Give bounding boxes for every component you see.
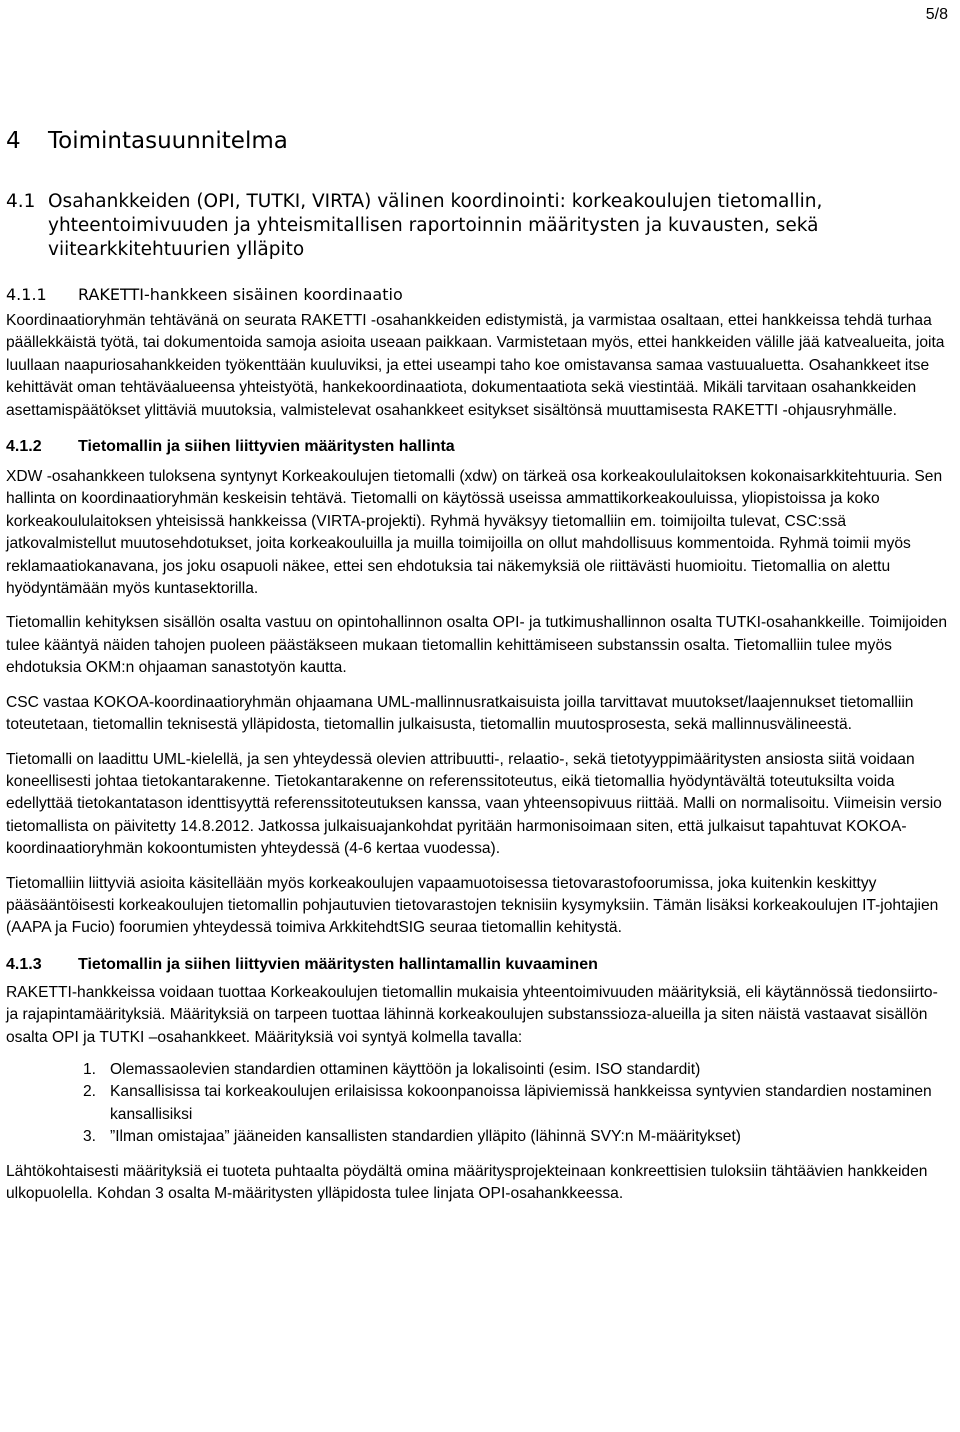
paragraph: Tietomalli on laadittu UML-kielellä, ja sen yhteydessä olevien attribuutti-, relaatio-, sekä tietotyyppimääritysten ansiosta siitä voidaan koneellisesti johtaa tietokantarakenne. Tietokantarakenne on referenssitoteutus, eikä tietomallia hyödyntävältä toteutuksilta voida edellyttää tietokantatason identtisyyttä referenssitoteutuksen kanssa, vaan yhteensopivuus riittää. Malli on normalisoitu. Viimeisin versio tietomallista on päivitetty 14.8.2012. Jatkossa julkaisuajankohdat pyritään harmonisoimaan siten, että julkaisut tapahtuvat KOKOA-koordinaatioryhmän kokoontumisten yhteydessä (4-6 kertaa vuodessa). — [6, 750, 942, 858]
paragraph: XDW -osahankkeen tuloksena syntynyt Korkeakoulujen tietomalli (xdw) on tärkeä osa korkeakoululaitoksen kokonaisarkkitehtuuria. Sen hallinta on koordinaatioryhmän keskeisin tehtävä. Tietomalli on käytössä useissa ammattikorkeakouluissa, yliopistoissa ja koko korkeakoululaitoksen yhteisissä hankkeissa (VIRTA-projekti). Ryhmä hyväksyy tietomalliin em. toimijoilta tulevat, CSC:ssä jatkovalmistellut muutosehdotukset, joita korkeakouluilla ja muilla toimijoilla on ollut mahdollisuus kommentoida. Ryhmä toimii myös reklamaatiokanavana, jos joku osapuoli näkee, ettei sen ehdotuksia tai näkemyksiä ole riittävästi huomioitu. Tietomallia on alettu hyödyntämään myös kuntasektorilla. — [6, 468, 943, 598]
heading-4-1-1-title: RAKETTI-hankkeen sisäinen koordinaatio — [78, 285, 403, 304]
list-item-text: Kansallisissa tai korkeakoulujen erilaisissa kokoonpanoissa läpiviemissä hankkeissa syntyvien standardien nostaminen kansallisiksi — [110, 1083, 932, 1123]
paragraph: Tietomallin kehityksen sisällön osalta vastuu on opintohallinnon osalta OPI- ja tutkimushallinnon osalta TUTKI-osahankkeille. Toimijoiden tulee kääntyä näiden tahojen puoleen päästäkseen mukaan tietomallin kehittämiseen substanssin osalta. Tietomalliin tulee myös ehdotuksia OKM:n ohjaaman sanastotyön kautta. — [6, 614, 948, 677]
paragraph: Lähtökohtaisesti määrityksiä ei tuoteta puhtaalta pöydältä omina määritysprojekteinaan konkreettisien tuloksiin tähtäävien hankkeiden ulkopuolella. Kohdan 3 osalta M-määritysten ylläpidosta tulee linjata OPI-osahankkeessa. — [6, 1162, 928, 1202]
heading-4-1-3-number: 4.1.3 — [6, 955, 42, 973]
heading-1 — [6, 126, 950, 156]
heading-2-title: Osahankkeiden (OPI, TUTKI, VIRTA) välinen koordinointi: korkeakoulujen tietomallin, yhteentoimivuuden ja yhteismitallisen raportoinnin määritysten ja kuvausten, sekä viitearkkitehtuurien ylläpito — [48, 191, 823, 260]
list-item — [6, 1081, 950, 1126]
list-item-text: ”Ilman omistajaa” jääneiden kansallisten standardien ylläpito (lähinnä SVY:n M-määritykset) — [110, 1128, 741, 1146]
heading-2-number: 4.1 — [6, 191, 36, 212]
heading-4-1-3 — [6, 954, 950, 976]
page-number: 5/8 — [925, 6, 948, 23]
heading-4-1-2-title: Tietomallin ja siihen liittyvien määritysten hallinta — [78, 438, 455, 456]
heading-4-1-3-title: Tietomallin ja siihen liittyvien määritysten hallintamallin kuvaaminen — [78, 955, 598, 973]
heading-4-1-2-number: 4.1.2 — [6, 438, 42, 456]
list-item-text: Olemassaolevien standardien ottaminen käyttöön ja lokalisointi (esim. ISO standardit) — [110, 1060, 701, 1078]
list-item-number: 3. — [82, 1128, 96, 1146]
numbered-list — [6, 1059, 950, 1149]
list-item — [6, 1126, 950, 1148]
heading-4-1-1 — [6, 284, 950, 306]
heading-1-title: Toimintasuunnitelma — [48, 128, 288, 154]
paragraph: RAKETTI-hankkeissa voidaan tuottaa Korkeakoulujen tietomallin mukaisia yhteentoimivuuden määrityksiä, eli käytännössä tiedonsiirto- ja rajapintamäärityksiä. Määrityksiä on tarpeen tuottaa lähinnä korkeakoulujen substanssioza-alueilla ja siten näistä vastaavat sisällön osalta OPI ja TUTKI –osahankkeet. Määrityksiä voi syntyä kolmella tavalla: — [6, 983, 938, 1046]
list-item-number: 1. — [82, 1060, 96, 1078]
paragraph: Koordinaatioryhmän tehtävänä on seurata RAKETTI -osahankkeiden edistymistä, ja varmistaa osaltaan, ettei hankkeissa tehdä turhaa päällekkäistä työtä, tai dokumentoida samoja asioita useaan paikkaan. Varmistetaan myös, ettei hankkeiden välille jää katvealueita, joita luullaan naapuriosahankkeiden työkenttään kuuluviksi, ja ettei useampi taho koe omistavansa samaa vastuualuetta. Osahankkeet itse kehittävät oman tehtäväalueensa yhteistyötä, hankekoordinaatiota, dokumentaatiota sekä viestintää. Mikäli tarvitaan osahankkeiden asettamispäätökset ylittäviä muutoksia, valmistelevat osahankkeet esitykset sisältönsä muuttamisesta RAKETTI -ohjausryhmälle. — [6, 312, 945, 419]
heading-1-number: 4 — [6, 128, 21, 154]
heading-2 — [6, 190, 950, 262]
heading-4-1-2 — [6, 436, 950, 458]
document-body — [6, 126, 950, 1217]
list-item — [6, 1059, 950, 1081]
paragraph: Tietomalliin liittyviä asioita käsitellään myös korkeakoulujen vapaamuotoisessa tietovarastofoorumissa, joka kuitenkin keskittyy pääsääntöisesti korkeakoulujen tietomallin pohjautuvien tietovarastojen teknisiin kysymyksiin. Tämän lisäksi korkeakoulujen IT-johtajien (AAPA ja Fucio) foorumien yhteydessä toimiva ArkkitehdtSIG seuraa tietomallin kehitystä. — [6, 874, 939, 937]
heading-4-1-1-number: 4.1.1 — [6, 285, 47, 304]
list-item-number: 2. — [82, 1083, 96, 1101]
paragraph: CSC vastaa KOKOA-koordinaatioryhmän ohjaamana UML-mallinnusratkaisuista joilla tarvittavat muutokset/laajennukset tietomalliin toteutetaan, tietomallin teknisestä ylläpidosta, tietomallin julkaisusta, tietomallin muutosprosesta, sekä mallinnusvälineestä. — [6, 693, 914, 734]
